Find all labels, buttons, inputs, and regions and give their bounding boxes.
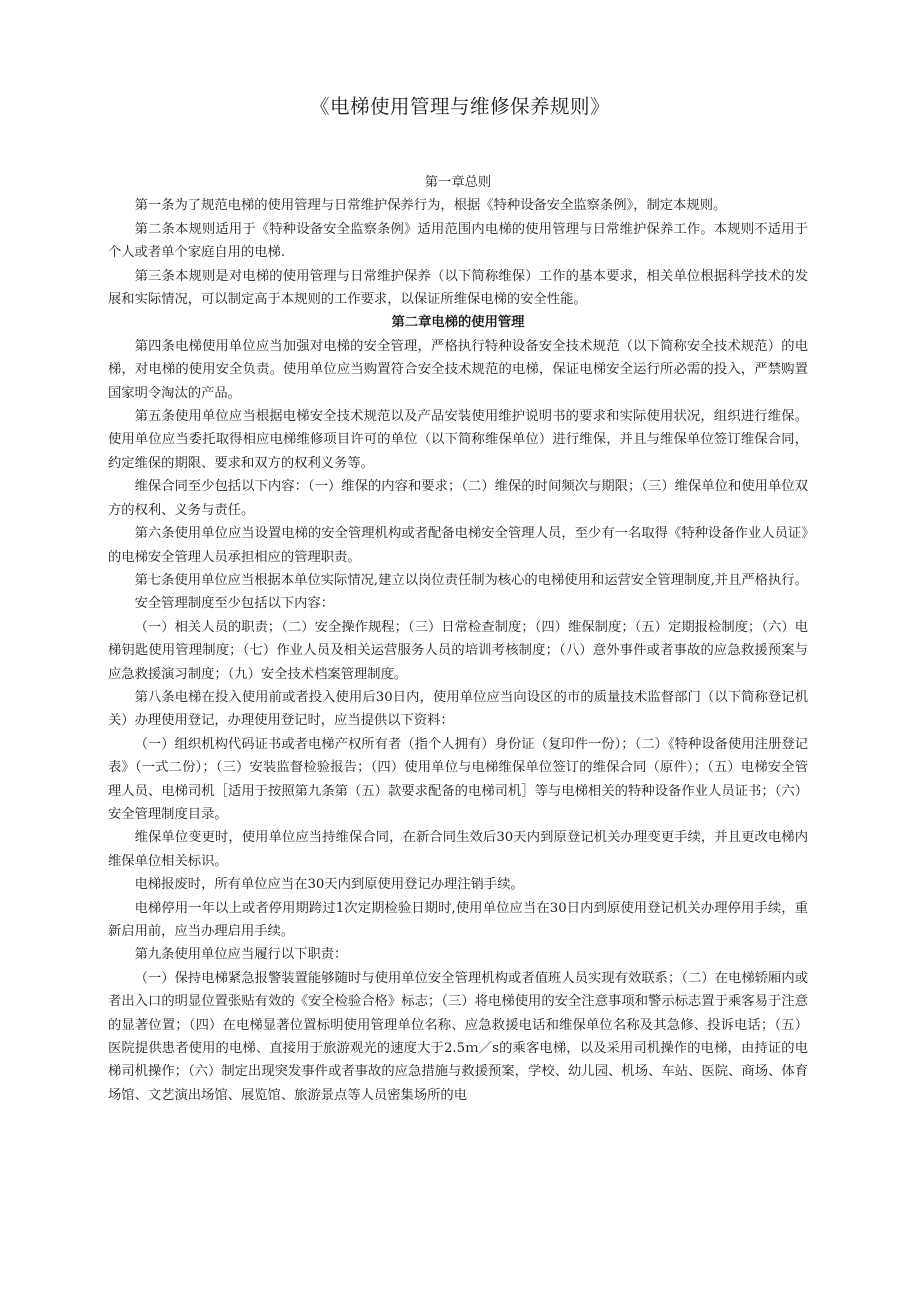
article-7-intro: 安全管理制度至少包括以下内容： [134, 596, 335, 612]
document-body [108, 171, 808, 1107]
article-9-items: （一）保持电梯紧急报警装置能够随时与使用单位安全管理机构或者值班人员实现有效联系；（二）在电梯轿厢内或者出入口的明显位置张贴有效的《安全检验合格》标志；（三）将电梯使用的安全注意事项和警示标志置于乘客易于注意的显著位置；（四）在电梯显著位置标明使用管理单位名称、应急救援电话和维保单位名称及其急修、投诉电话；（五）医院提供患者使用的电梯、直接用于旅游观光的速度大于2.5ｍ／s的乘客电梯，以及采用司机操作的电梯，由持证的电梯司机操作；（六）制定出现突发事件或者事故的应急措施与救援预案，学校、幼儿园、机场、车站、医院、商场、体育场馆、文艺演出场馆、展览馆、旅游景点等人员密集场所的电 [108, 970, 808, 1103]
article-8-scrap: 电梯报废时，所有单位应当在30天内到原使用登记办理注销手续。 [134, 877, 524, 893]
article-7-items: （一）相关人员的职责；（二）安全操作规程；（三）日常检查制度；（四）维保制度；（五）定期报检制度；（六）电梯钥匙使用管理制度；（七）作业人员及相关运营服务人员的培训考核制度；（八）意外事件或者事故的应急救援预案与应急救援演习制度；（九）安全技术档案管理制度。 [108, 619, 808, 682]
chapter-2-heading: 第二章电梯的使用管理 [391, 315, 525, 331]
article-8-change: 维保单位变更时，使用单位应当持维保合同，在新合同生效后30天内到原登记机关办理变更手续，并且更改电梯内维保单位相关标识。 [108, 830, 808, 869]
document-title: 《电梯使用管理与维修保养规则》 [309, 95, 610, 118]
article-6: 第六条使用单位应当设置电梯的安全管理机构或者配备电梯安全管理人员，至少有一名取得《特种设备作业人员证》的电梯安全管理人员承担相应的管理职责。 [108, 526, 808, 565]
article-7: 第七条使用单位应当根据本单位实际情况,建立以岗位责任制为核心的电梯使用和运营安全管理制度,并且严格执行。 [134, 572, 808, 588]
chapter-1-heading: 第一章总则 [424, 175, 492, 190]
article-5-contract-contents: 维保合同至少包括以下内容：（一）维保的内容和要求；（二）维保的时间频次与期限；（三）维保单位和使用单位双方的权利、义务与责任。 [108, 479, 808, 518]
article-8-stop: 电梯停用一年以上或者停用期跨过1次定期检验日期时,使用单位应当在30日内到原使用登记机关办理停用手续，重新启用前，应当办理启用手续。 [108, 900, 808, 939]
article-1: 第一条为了规范电梯的使用管理与日常维护保养行为，根据《特种设备安全监察条例》，制定本规则。 [134, 198, 727, 214]
article-2: 第二条本规则适用于《特种设备安全监察条例》适用范围内电梯的使用管理与日常维护保养工作。本规则不适用于个人或者单个家庭自用的电梯. [108, 221, 808, 261]
article-8: 第八条电梯在投入使用前或者投入使用后30日内，使用单位应当向设区的市的质量技术监督部门（以下简称登记机关）办理使用登记，办理使用登记时，应当提供以下资料： [108, 689, 808, 729]
article-4: 第四条电梯使用单位应当加强对电梯的安全管理，严格执行特种设备安全技术规范（以下简称安全技术规范）的电梯，对电梯的使用安全负责。使用单位应当购置符合安全技术规范的电梯，保证电梯安全运行所必需的投入，严禁购置国家明令淘汰的产品。 [108, 338, 808, 401]
article-8-items: （一）组织机构代码证书或者电梯产权所有者（指个人拥有）身份证（复印件一份）；（二）《特种设备使用注册登记表》（一式二份）；（三）安装监督检验报告；（四）使用单位与电梯维保单位签订的维保合同（原件）；（五）电梯安全管理人员、电梯司机［适用于按照第九条第（五）款要求配备的电梯司机］等与电梯相关的特种设备作业人员证书；（六）安全管理制度目录。 [108, 736, 808, 822]
article-3: 第三条本规则是对电梯的使用管理与日常维护保养（以下简称维保）工作的基本要求，相关单位根据科学技术的发展和实际情况，可以制定高于本规则的工作要求，以保证所维保电梯的安全性能。 [108, 268, 808, 308]
article-9: 第九条使用单位应当履行以下职责： [134, 947, 348, 963]
article-5: 第五条使用单位应当根据电梯安全技术规范以及产品安装使用维护说明书的要求和实际使用状况，组织进行维保。使用单位应当委托取得相应电梯维修项目许可的单位（以下简称维保单位）进行维保，并且与维保单位签订维保合同，约定维保的期限、要求和双方的权利义务等。 [108, 409, 808, 471]
